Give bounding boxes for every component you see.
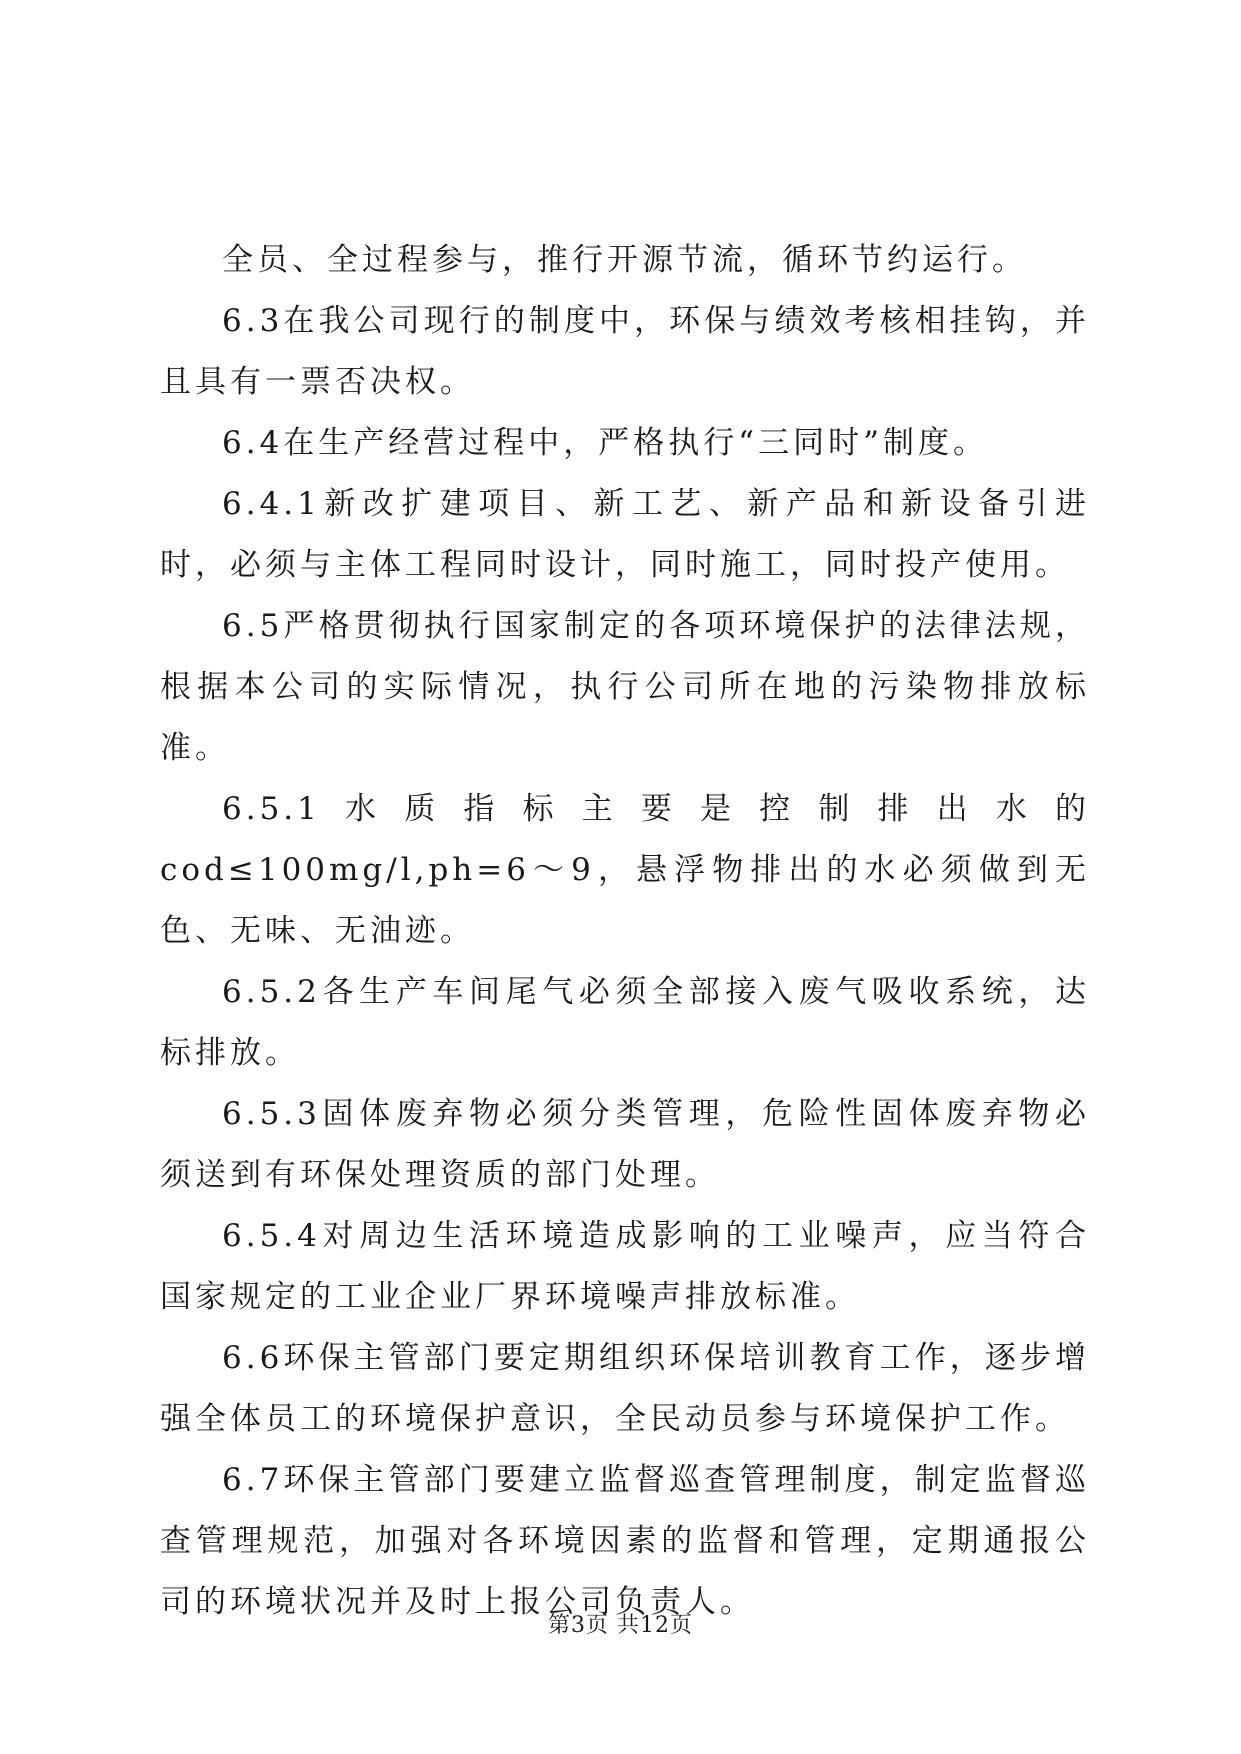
paragraph-6-5-4: 6.5.4对周边生活环境造成影响的工业噪声，应当符合国家规定的工业企业厂界环境噪声排放标准。: [160, 1218, 1090, 1315]
paragraph-6-5-3: 6.5.3固体废弃物必须分类管理，危险性固体废弃物必须送到有环保处理资质的部门处理。: [160, 1096, 1090, 1193]
paragraph-6-4-1: 6.4.1新改扩建项目、新工艺、新产品和新设备引进时，必须与主体工程同时设计，同时施工，同时投产使用。: [160, 486, 1090, 583]
paragraph-6-7: 6.7环保主管部门要建立监督巡查管理制度，制定监督巡查管理规范，加强对各环境因素的监督和管理，定期通报公司的环境状况并及时上报公司负责人。: [160, 1462, 1090, 1620]
paragraph-continuation: 全员、全过程参与，推行开源节流，循环节约运行。: [222, 242, 1027, 278]
paragraph-6-4: 6.4在生产经营过程中，严格执行“三同时”制度。: [222, 425, 988, 461]
paragraph-6-5-1: 6.5.1水质指标主要是控制排出水的cod≤100mg/l,ph=6～9，悬浮物排出的水必须做到无色、无味、无油迹。: [160, 791, 1090, 949]
paragraph-6-5: 6.5严格贯彻执行国家制定的各项环境保护的法律法规，根据本公司的实际情况，执行公司所在地的污染物排放标准。: [160, 608, 1090, 766]
page-number-footer: 第3页 共12页: [548, 1613, 693, 1638]
paragraph-6-5-2: 6.5.2各生产车间尾气必须全部接入废气吸收系统，达标排放。: [160, 974, 1090, 1071]
paragraph-6-3: 6.3在我公司现行的制度中，环保与绩效考核相挂钩，并且具有一票否决权。: [160, 303, 1090, 400]
document-body: [160, 230, 1090, 1633]
paragraph-6-6: 6.6环保主管部门要定期组织环保培训教育工作，逐步增强全体员工的环境保护意识，全民动员参与环境保护工作。: [160, 1340, 1090, 1437]
